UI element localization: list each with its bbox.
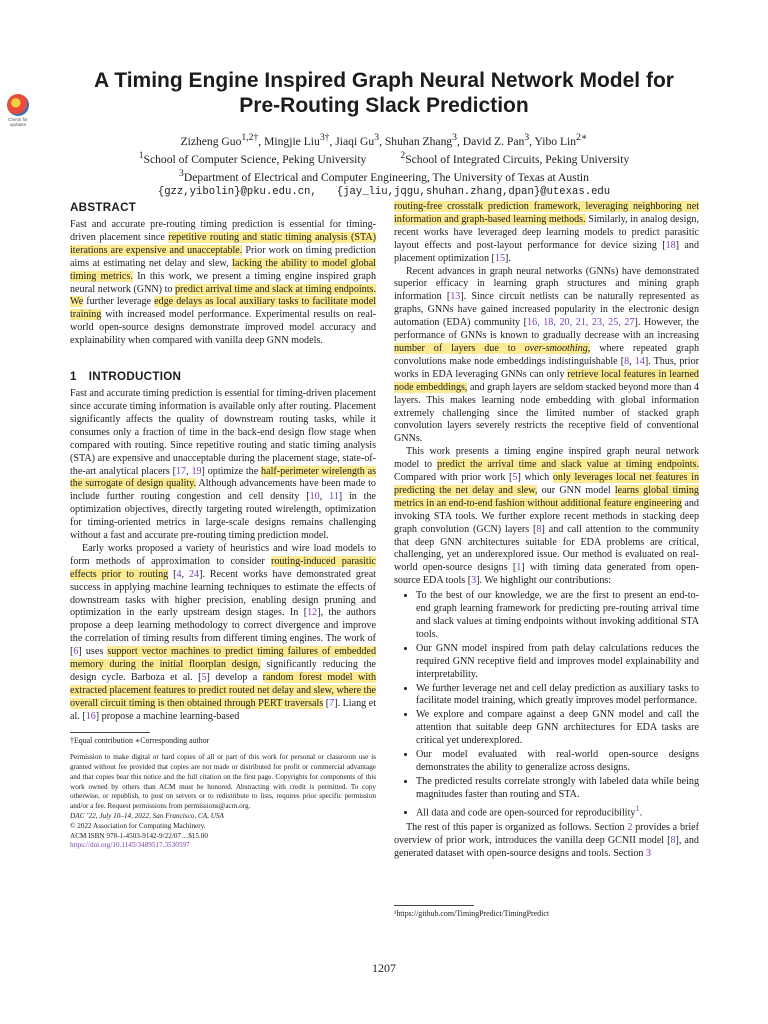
highlight: half-perimeter wirelength as the surrogate of design quality. <box>70 465 376 490</box>
text-run: ]. Recent works have demonstrated great success in applying machine learning techniques to estimate the effects of downstream tasks with higher precision, enabling design pruning and optimization in the early upstream design stages. In [ <box>70 568 376 619</box>
abstract-heading: ABSTRACT <box>70 201 137 214</box>
citation[interactable]: 1 <box>516 562 522 574</box>
section-link[interactable]: 3 <box>646 847 652 859</box>
author-6: , Yibo Lin <box>529 134 577 148</box>
text-run: ]. <box>505 252 511 264</box>
isbn-line: ACM ISBN 978-1-4503-9142-9/22/07…$15.00 <box>70 831 208 840</box>
affiliation-1 <box>139 149 367 167</box>
text-run: our GNN model <box>537 484 615 496</box>
text-run: ]. Since circuit netlists can be naturally represented as graphs, GNNs have gained increased popularity in the electronic design automation (EDA) community [ <box>394 291 699 329</box>
citation[interactable]: 8 <box>536 523 542 535</box>
copyright-line: © 2022 Association for Computing Machinery. <box>70 821 206 830</box>
crossmark-icon <box>7 94 29 116</box>
section-title: INTRODUCTION <box>88 370 182 384</box>
text-run: ], and generated dataset with open-source designs and tools. Section <box>394 834 699 859</box>
text-run: Early works proposed a variety of heuristics and wire load models to form methods of approximation to consider <box>70 542 376 567</box>
citation[interactable]: 16 <box>85 710 96 722</box>
list-item: • To the best of our knowledge, we are the first to present an end-to-end graph learning framework for predicting pre-routing arrival time and slack values at timing endpoints without invoking additional STA tools. <box>416 590 699 642</box>
footnote-marker[interactable]: 1 <box>635 803 640 813</box>
list-item <box>416 803 699 820</box>
conference-name: DAC ’22, July 10–14, 2022, San Francisco, CA, USA <box>70 812 224 820</box>
citation[interactable]: 16, 18, 20, 21, 23, 25, 27 <box>527 317 635 329</box>
text-run: where repeated graph convolutions make node embeddings indistinguishable [ <box>394 342 699 367</box>
contribution-footnote: †Equal contribution ∗Corresponding author <box>70 735 210 745</box>
author-3-sup: 3 <box>374 132 380 143</box>
highlight: lacking the ability to model global timing metrics. <box>70 257 376 282</box>
citation[interactable]: 4 <box>176 568 182 580</box>
citation[interactable]: 18 <box>665 239 676 251</box>
list-item: • Our GNN model inspired from path delay calculations reduces the required GNN receptive field and improves model explainability and interpretability. <box>416 643 699 682</box>
text-run: number of layers due to <box>394 342 525 354</box>
text-run: ] and call attention to the community that deep GNN architectures suitable for EDA problems are critical, challenging, yet an underexplored issue. Our method is evaluated on real-world open-source designs [ <box>394 523 699 574</box>
highlight: retrieve local features in learned node embeddings, <box>394 368 699 393</box>
citation[interactable]: 14 <box>634 355 645 367</box>
highlight: edge delays as local auxiliary tasks to facilitate model training <box>70 296 376 321</box>
citation[interactable]: 7 <box>329 697 335 709</box>
affiliation-row <box>70 149 698 167</box>
title-line-1: A Timing Engine Inspired Graph Neural Network Model for <box>94 69 674 92</box>
citation[interactable]: 13 <box>450 291 461 303</box>
check-for-updates-badge[interactable] <box>2 94 34 128</box>
highlight: predict arrival time and slack at timing endpoints. We <box>70 283 376 308</box>
text-run: The rest of this paper is organized as follows. Section <box>406 821 628 833</box>
text-run: ], the authors propose a deep learning methodology to correct divergence and improve the correlation of timing results from different timing engines. The work of [ <box>70 607 376 658</box>
text-run: ]. Thus, prior works in EDA leveraging GNNs can only <box>394 355 699 380</box>
text-run: ]. Liang et al. [ <box>70 697 376 722</box>
citation[interactable]: 5 <box>201 672 207 683</box>
citation[interactable]: 3 <box>471 575 477 587</box>
permission-text: Permission to make digital or hard copies of all or part of this work for personal or classroom use is granted without fee provided that copies are not made or distributed for profit or commercial advantage and that copies bear this notice and the full citation on the first page. Copyrights for components of this work owned by others than ACM must be honored. Abstracting with credit is permitted. To copy otherwise, or republish, to post on servers or to redistribute to lists, requires prior specific permission and/or a fee. Request permissions from permissions@acm.org. <box>70 753 376 811</box>
text-run: [ <box>323 697 330 709</box>
email-row <box>70 185 698 199</box>
aff1-text: School of Computer Science, Peking University <box>143 152 367 166</box>
aff1-sup: 1 <box>138 149 144 161</box>
author-line <box>70 131 698 149</box>
right-paragraph-4 <box>394 822 699 861</box>
citation[interactable]: 8 <box>670 834 676 846</box>
list-item: • Our model evaluated with real-world open-source designs demonstrates the ability to generalize across designs. <box>416 749 699 775</box>
citation[interactable]: 6 <box>73 646 79 658</box>
text-run: ] develop a <box>206 672 263 683</box>
text-run: with increased model performance. Experimental results on real-world open-source designs demonstrate improved model accuracy and explainability when compared with vanilla deep GNN models. <box>70 309 376 347</box>
text-run: ] optimize the <box>201 465 262 477</box>
text-run: ] propose a machine learning-based <box>95 710 240 722</box>
text-run: further leverage <box>83 296 155 308</box>
text-run: Recent advances in graph neural networks (GNNs) have demonstrated superior efficacy in learning graph structures and mining graph information [ <box>394 265 699 303</box>
abstract-text <box>70 219 376 348</box>
author-block <box>70 131 698 199</box>
github-footnote[interactable]: ¹https://github.com/TimingPredict/TimingPredict <box>394 909 550 918</box>
conference-line <box>70 812 376 822</box>
text-run: and graph layers are seldom stacked beyond more than 4 layers. This makes learning node embedding with global information extremely challenging since the limited number of stacked graph convolution layers severely restricts the receptive field of conventional GNNs. <box>394 381 699 445</box>
copyright-block <box>70 753 376 851</box>
footnote-rule <box>70 732 150 733</box>
footnote-rule <box>394 905 474 906</box>
citation[interactable]: 15 <box>494 252 505 264</box>
author-1: Zizheng Guo <box>180 134 242 148</box>
aff3-text: Department of Electrical and Computer Engineering, The University of Texas at Austin <box>183 170 589 184</box>
citation[interactable]: 19 <box>191 465 202 477</box>
text-run: ] with timing data generated from open-source EDA tools [ <box>394 562 699 587</box>
highlight <box>394 343 590 354</box>
text-run: ]. However, the performance of GNNs is known to gradually decrease with an increasing <box>394 317 699 342</box>
text-run: ]. We highlight our contributions: <box>476 575 612 587</box>
highlight: random forest model with extracted placement features to predict routed net delay and slew, where the overall circuit timing is then obtained through PERT traversals <box>70 672 376 709</box>
right-paragraph-1 <box>394 201 699 266</box>
text-run: Similarly, in analog design, recent works have leveraged deep learning models to predict parasitic layout effects and post-layout performance for device sizing [ <box>394 213 699 251</box>
citation[interactable]: 8 <box>624 355 630 367</box>
citation[interactable]: 24 <box>189 568 200 580</box>
author-3: , Jiaqi Gu <box>329 134 375 148</box>
list-item: • We explore and compare against a deep GNN model and call the attention that suitable deep GNN architectures for EDA tasks are critical yet underexplored. <box>416 709 699 748</box>
text-run: ] and placement optimization [ <box>394 239 699 264</box>
text-run: Compared with prior work [ <box>394 472 513 484</box>
right-paragraph-3 <box>394 446 699 588</box>
aff2-sup: 2 <box>400 149 406 161</box>
right-footnote-area <box>394 897 699 919</box>
section-number: 1 <box>70 370 77 384</box>
author-5-sup: 3 <box>524 132 530 143</box>
list-item: • We further leverage net and cell delay prediction as auxiliary tasks to facilitate model training, which greatly improves model performance. <box>416 683 699 709</box>
highlight: repetitive routing and static timing analysis (STA) iterations are expensive and unacceptable. <box>70 231 376 256</box>
paper-title <box>70 68 698 118</box>
intro-paragraph-2: Early works proposed a variety of heuristics and wire load models to form methods of approximation to consider routing-induced parasitic effects prior to routing [4, 24]. Recent works have demonstrated great success in applying machine learning techniques to estimate the effects of downstream tasks with higher precision, enabling design pruning and optimization in the early upstream design stages. In [12], the authors propose a deep learning methodology to correct divergence and improve the correlation of timing results from different timing engines. The work of [6] uses support vector machines to predict timing failures of embedded memory during the initial floorplan design, significantly reducing the design cycle. Barboza et al. [5] develop a random forest model with extracted placement features to predict routed net delay and slew, where the overall circuit timing is then obtained through PERT traversals [7]. Liang et al. [16] propose a machine learning-based <box>70 542 376 722</box>
doi-link[interactable]: https://doi.org/10.1145/3489517.3530597 <box>70 841 190 850</box>
author-2-sup: 3† <box>319 132 330 143</box>
text-run: This work presents a timing engine inspired graph neural network model to <box>394 446 699 471</box>
author-6-sup: 2∗ <box>576 132 588 143</box>
citation[interactable]: 17 <box>176 465 187 477</box>
text-run: Fast and accurate pre-routing timing prediction is essential for timing-driven placement since <box>70 219 376 243</box>
section-link[interactable]: 2 <box>627 821 633 833</box>
highlight: routing-free crosstalk prediction framework, leveraging neighboring net information and graph-based learning methods. <box>394 201 699 225</box>
affiliation-3 <box>70 167 698 185</box>
right-paragraph-2: Recent advances in graph neural networks (GNNs) have demonstrated superior efficacy in learning graph structures and mining graph information [13]. Since circuit netlists can be naturally represented as graphs, GNNs have gained increased popularity in the electronic design automation (EDA) community [16, 18, 20, 21, 23, 25, 27]. However, the performance of GNNs is known to gradually decrease with an increasing number of layers due to over-smoothing, where repeated graph convolutions make node embeddings indistinguishable [8, 14]. Thus, prior works in EDA leveraging GNNs can only retrieve local features in learned node embeddings, and graph layers are seldom stacked beyond more than 4 layers. This makes learning node embedding with global information extremely challenging since the limited number of stacked graph convolution layers severely restricts the receptive field of conventional GNNs. <box>394 265 699 445</box>
page-number: 1207 <box>372 961 396 975</box>
text-run: ] which <box>517 472 553 484</box>
author-2: , Mingjie Liu <box>258 134 320 148</box>
author-1-sup: 1,2† <box>241 132 259 143</box>
email-2[interactable]: {jay_liu,jqgu,shuhan.zhang,dpan}@utexas.edu <box>336 185 611 198</box>
text-run: Although advancements have been made to include further routing congestion and cell density [ <box>70 478 376 503</box>
text-run: ] in the optimization objectives, directly targeting routed wirelength, optimization for timing-oriented metrics in large-scale designs remains challenging without a fast and accurate pre-routing timing prediction model. <box>70 491 377 542</box>
aff3-sup: 3 <box>179 167 184 179</box>
highlight: predict the arrival time and slack value at timing endpoints. <box>437 459 699 471</box>
right-column <box>394 201 699 861</box>
badge-label: Check for updates <box>8 117 28 127</box>
text-run: significantly reducing the design cycle. Barboza et al. [ <box>70 659 376 683</box>
citation[interactable]: 11 <box>329 491 339 503</box>
highlight: support vector machines to predict timing failures of embedded memory during the initial floorplan design, <box>70 646 376 671</box>
text-run: All data and code are open-sourced for reproducibility <box>416 807 636 819</box>
text-run: Prior work on timing prediction aims at estimating net delay and slew, <box>70 244 376 269</box>
email-1[interactable]: {gzz,yibolin}@pku.edu.cn, <box>157 185 317 198</box>
highlight: only leverages local net features in predicting the net delay and slew, <box>394 472 700 496</box>
list-item: • The predicted results correlate strongly with labeled data while being magnitudes faster than routing and STA. <box>416 776 699 802</box>
author-5: , David Z. Pan <box>457 134 525 148</box>
text-run: and invoking STA tools. We further explore recent methods in stacking deep graph convolution (GCN) layers [ <box>394 497 699 535</box>
highlight: learns global timing metrics in an end-to-end fashion without additional feature engineering <box>394 484 699 509</box>
author-4-sup: 3 <box>452 132 457 143</box>
affiliation-2 <box>400 149 629 167</box>
citation[interactable]: 5 <box>512 472 518 484</box>
intro-paragraph-1: Fast and accurate timing prediction is essential for timing-driven placement since accurate timing information is available only after routing. Placement significantly affects the quality of downstream routing tasks, while it consumes only a fraction of time in the back-end design flow stage when compared with routing. Since repetitive routing and static timing analysis (STA) are expensive and unacceptable during the placement stage, state-of-the-art analytical placers [17, 19] optimize the half-perimeter wirelength as the surrogate of design quality. Although advancements have been made to include further routing congestion and cell density [10, 11] in the optimization objectives, directly targeting routed wirelength, optimization for timing-oriented metrics in large-scale designs remains challenging without a fast and accurate pre-routing timing prediction model. <box>70 388 377 542</box>
left-column <box>70 201 376 851</box>
title-line-2: Pre-Routing Slack Prediction <box>239 94 529 117</box>
text-run: ] uses <box>78 646 108 658</box>
citation[interactable]: 10 <box>309 491 320 503</box>
aff2-text: School of Integrated Circuits, Peking University <box>405 152 630 166</box>
author-4: , Shuhan Zhang <box>379 134 453 148</box>
intro-heading <box>70 370 376 384</box>
text-run: Fast and accurate timing prediction is essential for timing-driven placement since accurate timing information is available only after routing. Placement significantly affects the quality of downstream routing tasks, while it consumes only a fraction of time in the back-end design flow stage when compared with routing. Since repetitive routing and static timing analysis (STA) are expensive and unacceptable during the placement stage, state-of-the-art analytical placers [ <box>70 388 376 477</box>
text-run: provides a brief overview of prior work, introduces the vanilla deep GCNII model [ <box>394 821 699 846</box>
highlight: routing-induced parasitic effects prior to routing <box>70 555 376 580</box>
text-run: [ <box>168 568 177 580</box>
text-run: . <box>639 807 643 819</box>
emphasis: over-smoothing, <box>524 342 591 354</box>
citation[interactable]: 12 <box>307 607 318 619</box>
text-run: In this work, we present a timing engine inspired graph neural network (GNN) to <box>70 270 377 295</box>
contribution-list <box>394 590 699 820</box>
spacer <box>70 348 376 370</box>
